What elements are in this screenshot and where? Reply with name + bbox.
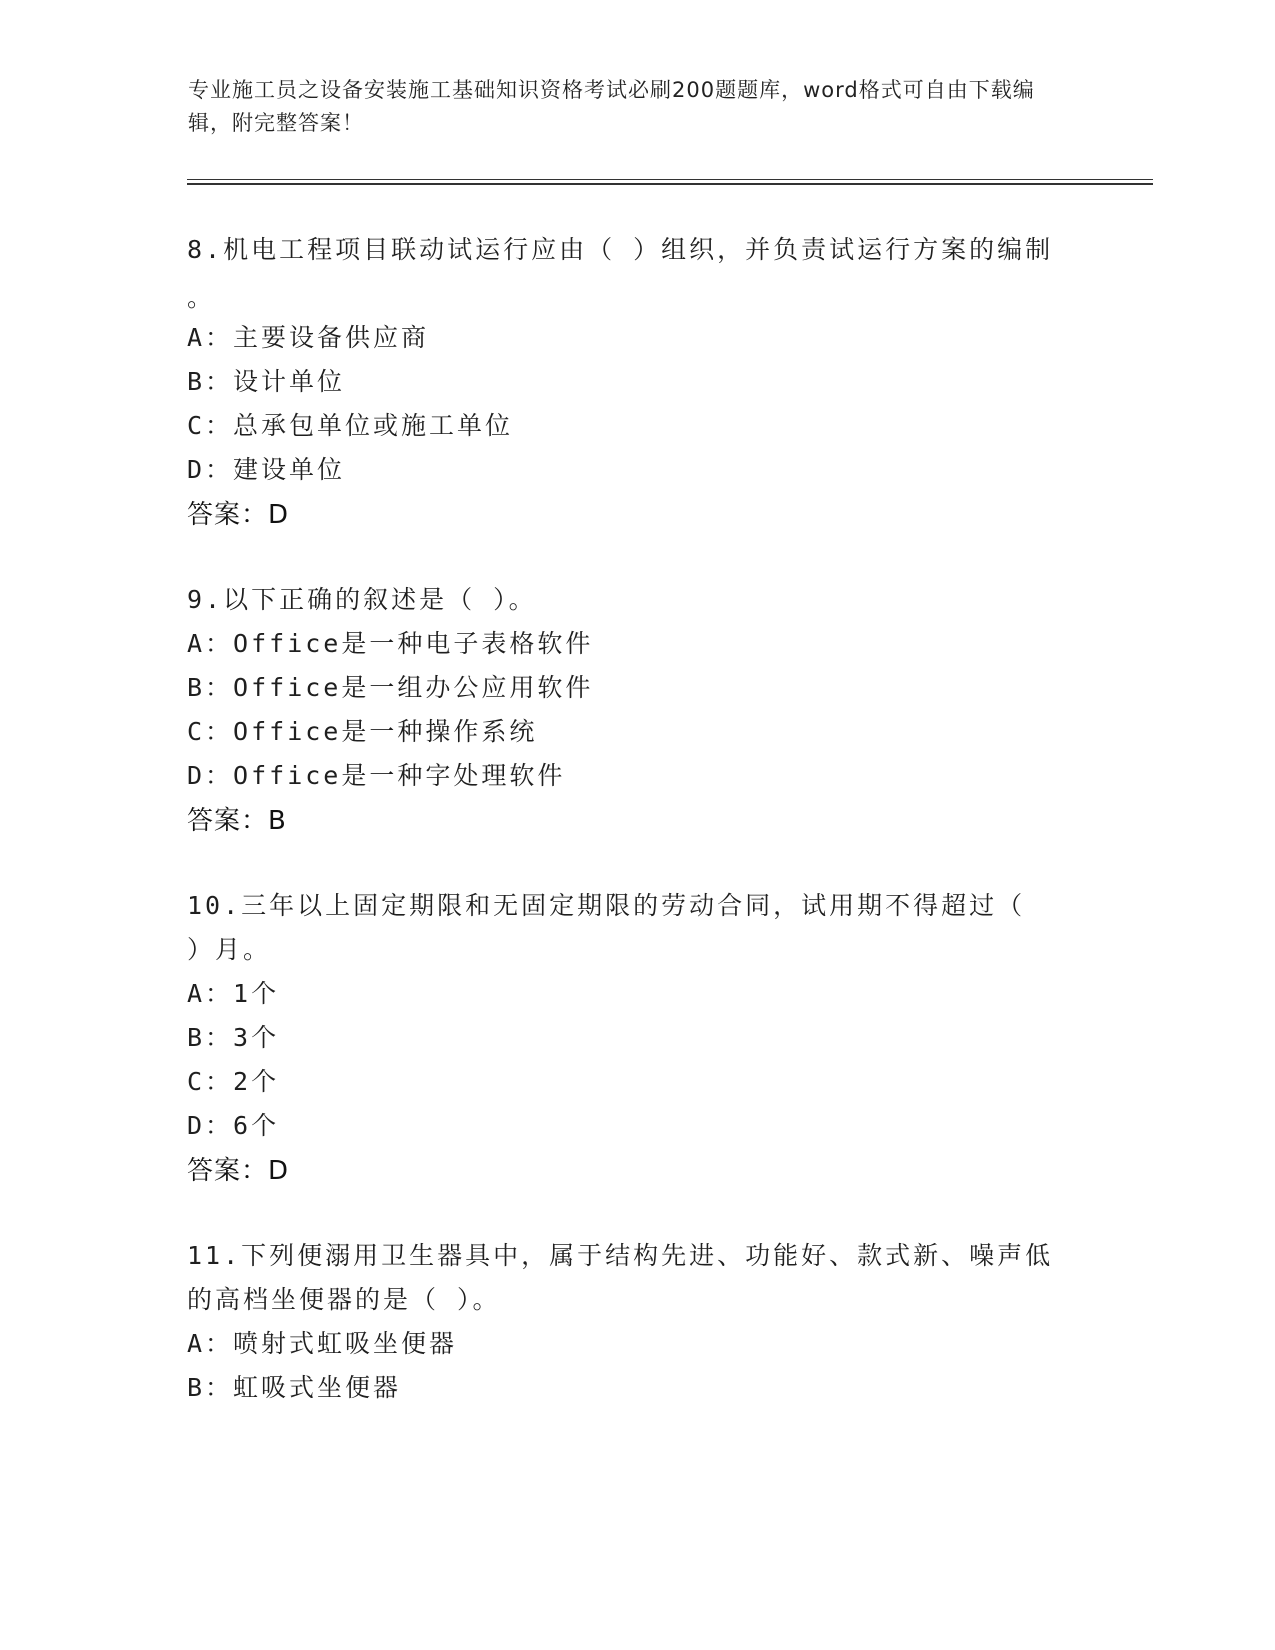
question-10-stem: 10.三年以上固定期限和无固定期限的劳动合同，试用期不得超过（ xyxy=(187,891,1026,920)
question-8-answer: 答案：D xyxy=(187,500,290,530)
question-8-option-b: B：设计单位 xyxy=(187,367,346,396)
question-10-option-a: A：1个 xyxy=(187,979,280,1008)
header-divider xyxy=(187,179,1153,180)
question-8-stem: 8.机电工程项目联动试运行应由（ ）组织，并负责试运行方案的编制 xyxy=(187,235,1054,264)
question-8-option-d: D：建设单位 xyxy=(187,455,346,484)
question-8-stem-cont: 。 xyxy=(187,283,216,312)
question-9-option-d: D：Office是一种字处理软件 xyxy=(187,761,566,790)
question-10-option-c: C：2个 xyxy=(187,1067,280,1096)
header-divider-thick xyxy=(187,183,1153,185)
question-9-option-a: A：Office是一种电子表格软件 xyxy=(187,629,594,658)
question-10-answer: 答案：D xyxy=(187,1156,290,1186)
question-11-option-b: B：虹吸式坐便器 xyxy=(187,1373,402,1402)
question-9-option-b: B：Office是一组办公应用软件 xyxy=(187,673,594,702)
question-8-option-a: A：主要设备供应商 xyxy=(187,323,430,352)
question-10-option-d: D：6个 xyxy=(187,1111,280,1140)
question-11-option-a: A：喷射式虹吸坐便器 xyxy=(187,1329,458,1358)
question-10-stem-cont: ）月。 xyxy=(187,935,272,964)
question-10-option-b: B：3个 xyxy=(187,1023,280,1052)
document-header: 专业施工员之设备安装施工基础知识资格考试必刷200题题库，word格式可自由下载编辑，附完整答案！ xyxy=(188,78,1035,135)
question-8-option-c: C：总承包单位或施工单位 xyxy=(187,411,514,440)
question-9-answer: 答案：B xyxy=(187,806,287,836)
question-9-stem: 9.以下正确的叙述是（ ）。 xyxy=(187,585,537,614)
question-11-stem: 11.下列便溺用卫生器具中，属于结构先进、功能好、款式新、噪声低 xyxy=(187,1241,1054,1270)
question-9-option-c: C：Office是一种操作系统 xyxy=(187,717,538,746)
question-11-stem-cont: 的高档坐便器的是（ ）。 xyxy=(187,1285,501,1314)
